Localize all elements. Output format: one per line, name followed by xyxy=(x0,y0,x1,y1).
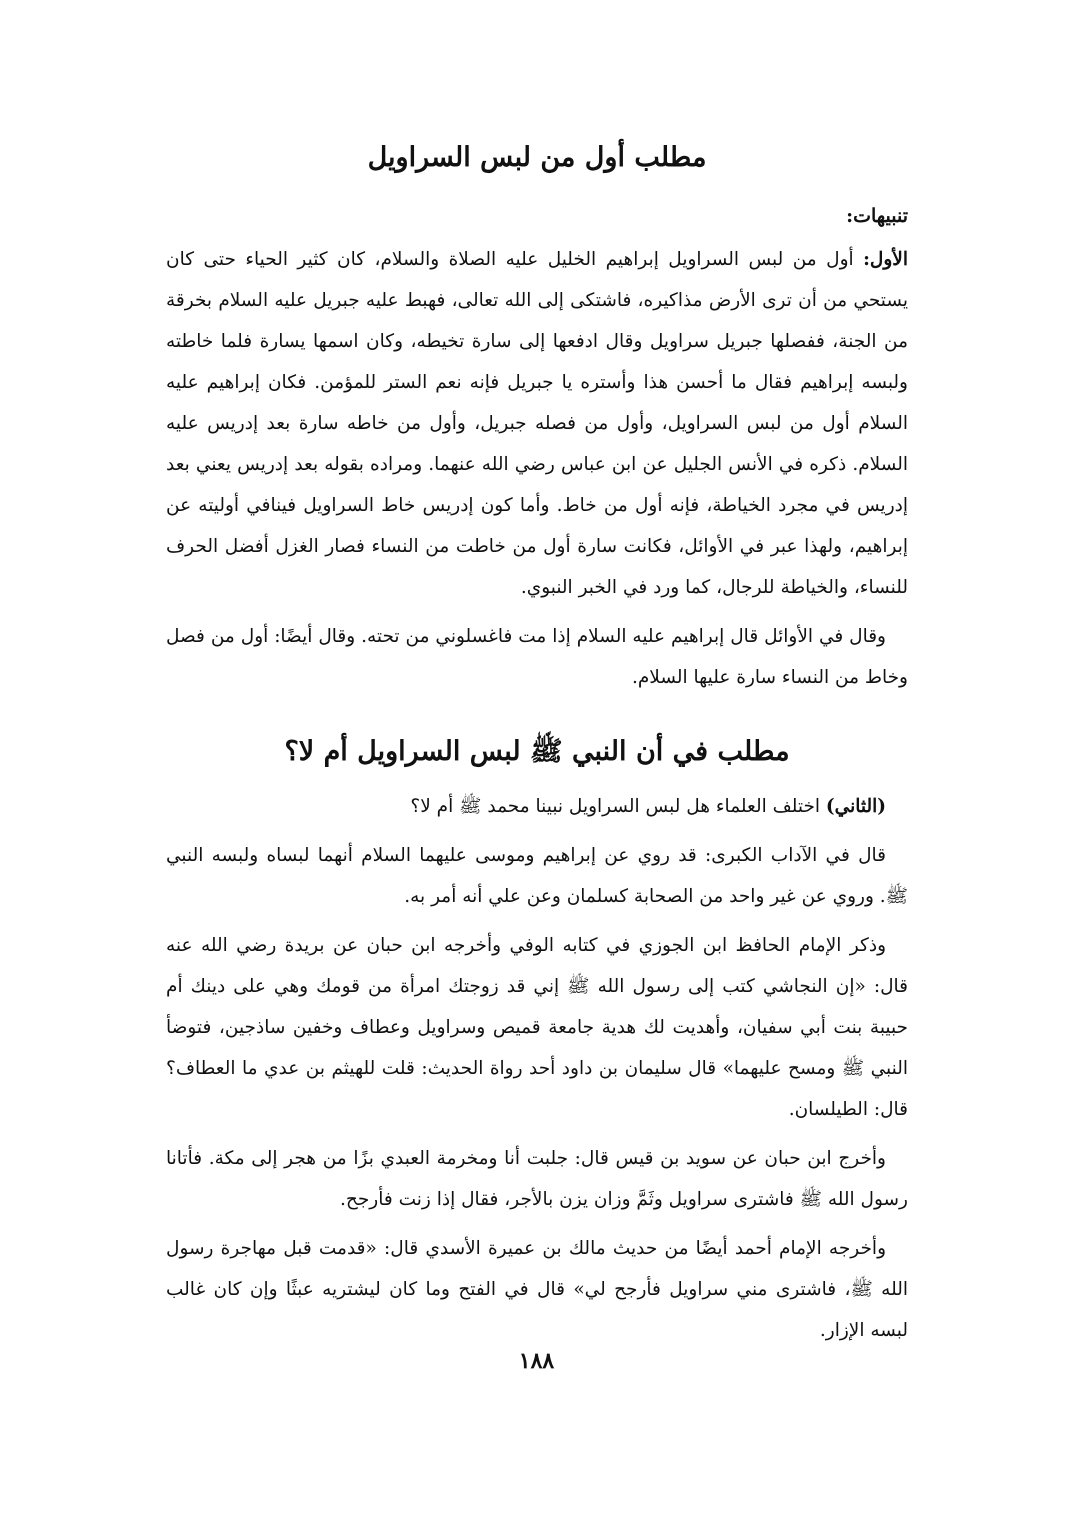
section-title-first-to-wear-trousers: مطلب أول من لبس السراويل xyxy=(367,142,707,173)
paragraph-ahmad-hadith: وأخرجه الإمام أحمد أيضًا من حديث مالك بن عميرة الأسدي قال: «قدمت قبل مهاجرة رسول الله ﷺ، فاشترى مني سراويل فأرجح لي» قال في الفتح وما كان ليشتريه عبثًا وإن كان غالب لبسه الإزار. xyxy=(166,1237,908,1341)
paragraph-suwayd-hadith: وأخرج ابن حبان عن سويد بن قيس قال: جلبت أنا ومخرمة العبدي بزًا من هجر إلى مكة. فأتانا رسول الله ﷺ فاشترى سراويل وثَمَّ وزان يزن بالأجر، فقال إذا زنت فأرجح. xyxy=(166,1147,908,1210)
section-title-did-prophet-wear-trousers: مطلب في أن النبي ﷺ لبس السراويل أم لا؟ xyxy=(284,736,790,768)
paragraph-awail-quote: وقال في الأوائل قال إبراهيم عليه السلام إذا مت فاغسلوني من تحته. وقال أيضًا: أول من فصل وخاط من النساء سارة عليها السلام. xyxy=(166,626,908,689)
paragraph-second-note xyxy=(166,786,908,827)
paragraph-first-note xyxy=(166,239,908,608)
paragraph-adab-kubra: قال في الآداب الكبرى: قد روي عن إبراهيم وموسى عليهما السلام أنهما لبساه ولبسه النبي ﷺ. وروي عن غير واحد من الصحابة كسلمان وعن علي أنه أمر به. xyxy=(166,844,908,907)
first-note-text: أول من لبس السراويل إبراهيم الخليل عليه الصلاة والسلام، كان كثير الحياء حتى كان يستحي من أن ترى الأرض مذاكيره، فاشتكى إلى الله تعالى، فهبط عليه جبريل عليه السلام بخرقة من الجنة، ففصلها جبريل سراويل وقال ادفعها إلى سارة تخيطه، وكان اسمها يسارة فلما خاطته ولبسه إبراهيم فقال ما أحسن هذا وأستره يا جبريل فإنه نعم الستر للمؤمن. فكان إبراهيم عليه السلام أول من لبس السراويل، وأول من فصله جبريل، وأول من خاطه سارة بعد إدريس عليه السلام. ذكره في الأنس الجليل عن ابن عباس رضي الله عنهما. ومراده بقوله بعد إدريس يعني بعد إدريس في مجرد الخياطة، فإنه أول من خاط. وأما كون إدريس خاط السراويل فينافي أوليته عن إبراهيم، ولهذا عبر في الأوائل، فكانت سارة أول من خاطت من النساء فصار الغزل أفضل الحرف للنساء، والخياطة للرجال، كما ورد في الخبر النبوي. xyxy=(166,249,908,599)
first-note-lead: الأول: xyxy=(863,249,908,271)
page-body xyxy=(166,130,908,1359)
paragraph-ibn-jawzi-hadith: وذكر الإمام الحافظ ابن الجوزي في كتابه الوفي وأخرجه ابن حبان عن بريدة رضي الله عنه قال: «إن النجاشي كتب إلى رسول الله ﷺ إني قد زوجتك امرأة من قومك وهي على دينك أم حبيبة بنت أبي سفيان، وأهديت لك هدية جامعة قميص وسراويل وعطاف وخفين ساذجين، فتوضأ النبي ﷺ ومسح عليهما» قال سليمان بن داود أحد رواة الحديث: قلت للهيثم بن عدي ما العطاف؟ قال: الطيلسان. xyxy=(166,934,908,1120)
second-note-lead: (الثاني) xyxy=(825,795,886,817)
notes-subheading: تنبيهات: xyxy=(846,205,908,228)
page-number: ١٨٨ xyxy=(518,1348,555,1374)
second-note-text: اختلف العلماء هل لبس السراويل نبينا محمد ﷺ أم لا؟ xyxy=(410,795,826,817)
